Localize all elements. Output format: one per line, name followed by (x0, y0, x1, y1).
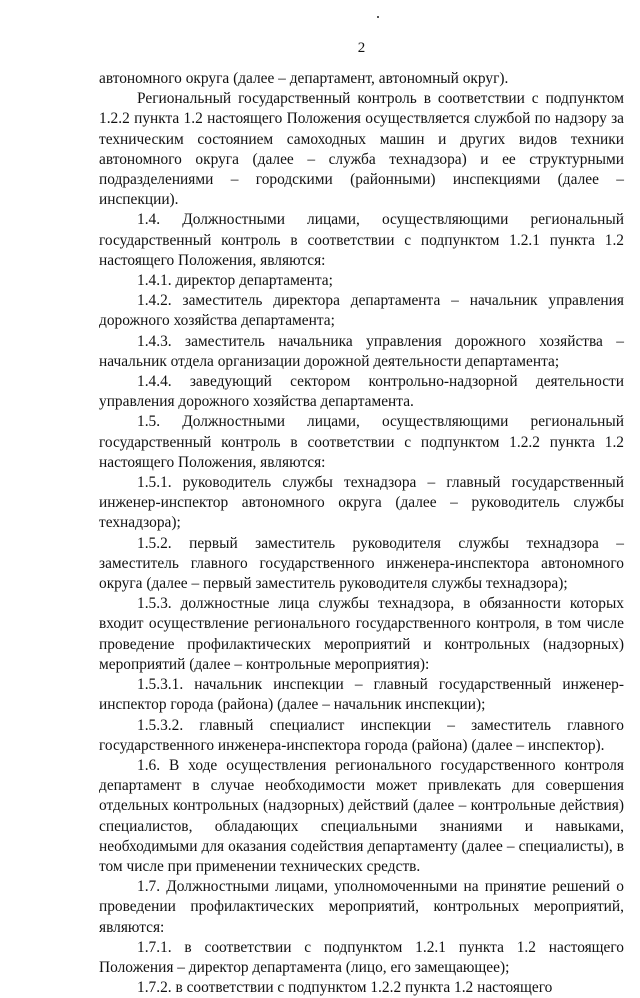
paragraph-1-4-1: 1.4.1. директор департамента; (137, 272, 333, 290)
paragraph-1-4-2: 1.4.2. заместитель директора департамента – начальник управления дорожного хозяйства департамента; (99, 292, 624, 330)
paragraph-1-5-2: 1.5.2. первый заместитель руководителя службы технадзора – заместитель главного государственного инженера-инспектора автономного округа (далее – первый заместитель руководителя службы технадзора); (99, 534, 624, 593)
paragraph-continuation: автономного округа (далее – департамент, автономный округ). (99, 70, 509, 87)
paragraph-1-4-4: 1.4.4. заведующий сектором контрольно-надзорной деятельности управления дорожного хозяйства департамента. (99, 373, 624, 411)
paragraph-1-7: 1.7. Должностными лицами, уполномоченными на принятие решений о проведении профилактических мероприятий, контрольных мероприятий, являются: (99, 878, 624, 936)
paragraph-1-4-3: 1.4.3. заместитель начальника управления дорожного хозяйства – начальник отдела организации дорожной деятельности департамента; (99, 332, 624, 370)
paragraph-technadzor-control: Региональный государственный контроль в соответствии с подпунктом 1.2.2 пункта 1.2 настоящего Положения осуществляется службой по надзору за техническим состоянием самоходных машин и других видов техники автономного округа (далее – служба технадзора) и ее структурными подразделениями – городскими (районными) инспекциями (далее – инспекции). (99, 90, 624, 209)
paragraph-1-5-1: 1.5.1. руководитель службы технадзора – главный государственный инженер-инспектор автономного округа (далее – руководитель службы технадзора); (99, 474, 624, 532)
paragraph-1-6: 1.6. В ходе осуществления регионального государственного контроля департамент в случае необходимости может привлекать для совершения отдельных контрольных (надзорных) действий (далее – контрольные действия) специалистов, обладающих специальными знаниями и навыками, необходимыми для оказания содействия департаменту (далее – специалисты), в том числе при применении технических средств. (99, 756, 624, 875)
page-number: 2 (357, 40, 366, 56)
paragraph-1-4: 1.4. Должностными лицами, осуществляющими региональный государственный контроль в соответствии с подпунктом 1.2.1 пункта 1.2 настоящего Положения, являются: (99, 211, 624, 269)
document-body (99, 69, 624, 998)
paragraph-1-5: 1.5. Должностными лицами, осуществляющими региональный государственный контроль в соответствии с подпунктом 1.2.2 пункта 1.2 настоящего Положения, являются: (99, 413, 624, 471)
paragraph-1-5-3-2: 1.5.3.2. главный специалист инспекции – заместитель главного государственного инженера-инспектора города (района) (далее – инспектор). (99, 716, 624, 754)
paragraph-1-7-1: 1.7.1. в соответствии с подпунктом 1.2.1 пункта 1.2 настоящего Положения – директор департамента (лицо, его замещающее); (99, 938, 624, 976)
paragraph-1-5-3-1: 1.5.3.1. начальник инспекции – главный государственный инженер-инспектор города (района) (далее – начальник инспекции); (99, 676, 624, 714)
paragraph-1-7-2: 1.7.2. в соответствии с подпунктом 1.2.2 пункта 1.2 настоящего (137, 979, 553, 997)
paragraph-1-5-3: 1.5.3. должностные лица службы технадзора, в обязанности которых входит осуществление регионального государственного контроля, в том числе проведение профилактических мероприятий и контрольных (надзорных) мероприятий (далее – контрольные мероприятия): (99, 595, 624, 673)
scan-speck (377, 16, 379, 18)
